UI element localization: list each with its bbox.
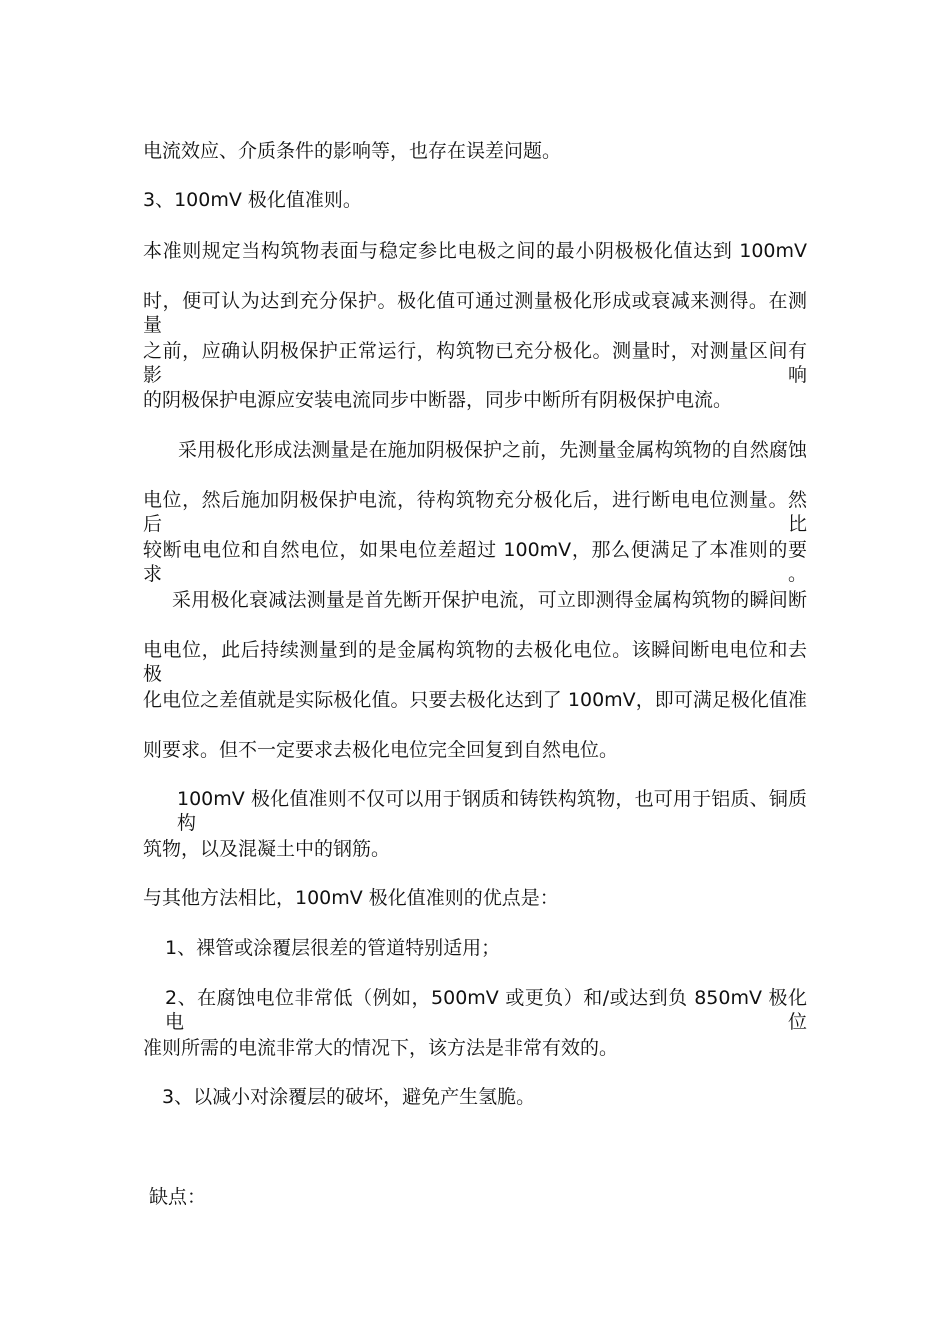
list-item: 1、裸管或涂覆层很差的管道特别适用； [165, 937, 501, 959]
text-line: 电位，然后施加阴极保护电流，待构筑物充分极化后，进行断电电位测量。然后比 [143, 489, 807, 535]
text-line: 电电位，此后持续测量到的是金属构筑物的去极化电位。该瞬间断电电位和去极 [143, 639, 807, 685]
text-line: 电流效应、介质条件的影响等，也存在误差问题。 [143, 140, 562, 162]
text-line: 的阴极保护电源应安装电流同步中断器，同步中断所有阴极保护电流。 [143, 389, 733, 411]
text-line: 与其他方法相比，100mV 极化值准则的优点是： [143, 887, 559, 909]
text-line: 准则所需的电流非常大的情况下，该方法是非常有效的。 [143, 1037, 619, 1059]
text-line: 本准则规定当构筑物表面与稳定参比电极之间的最小阴极极化值达到 100mV [143, 240, 807, 262]
text-line: 100mV 极化值准则不仅可以用于钢质和铸铁构筑物，也可用于铝质、铜质构 [177, 788, 807, 834]
text-line: 采用极化形成法测量是在施加阴极保护之前，先测量金属构筑物的自然腐蚀 [178, 439, 807, 461]
text-line: 采用极化衰减法测量是首先断开保护电流，可立即测得金属构筑物的瞬间断 [172, 589, 807, 611]
section-heading: 3、100mV 极化值准则。 [143, 189, 362, 211]
list-item: 2、在腐蚀电位非常低（例如，500mV 或更负）和/或达到负 850mV 极化电位 [165, 987, 807, 1033]
section-heading: 缺点： [149, 1186, 207, 1208]
list-item: 3、以减小对涂覆层的破坏，避免产生氢脆。 [162, 1086, 536, 1108]
text-line: 之前，应确认阴极保护正常运行，构筑物已充分极化。测量时，对测量区间有影响 [143, 340, 807, 386]
text-line: 时，便可认为达到充分保护。极化值可通过测量极化形成或衰减来测得。在测量 [143, 290, 807, 336]
text-line: 较断电电位和自然电位，如果电位差超过 100mV，那么便满足了本准则的要求。 [143, 539, 807, 585]
text-line: 则要求。但不一定要求去极化电位完全回复到自然电位。 [143, 739, 619, 761]
text-line: 化电位之差值就是实际极化值。只要去极化达到了 100mV，即可满足极化值准 [143, 689, 807, 711]
text-line: 筑物，以及混凝土中的钢筋。 [143, 838, 391, 860]
